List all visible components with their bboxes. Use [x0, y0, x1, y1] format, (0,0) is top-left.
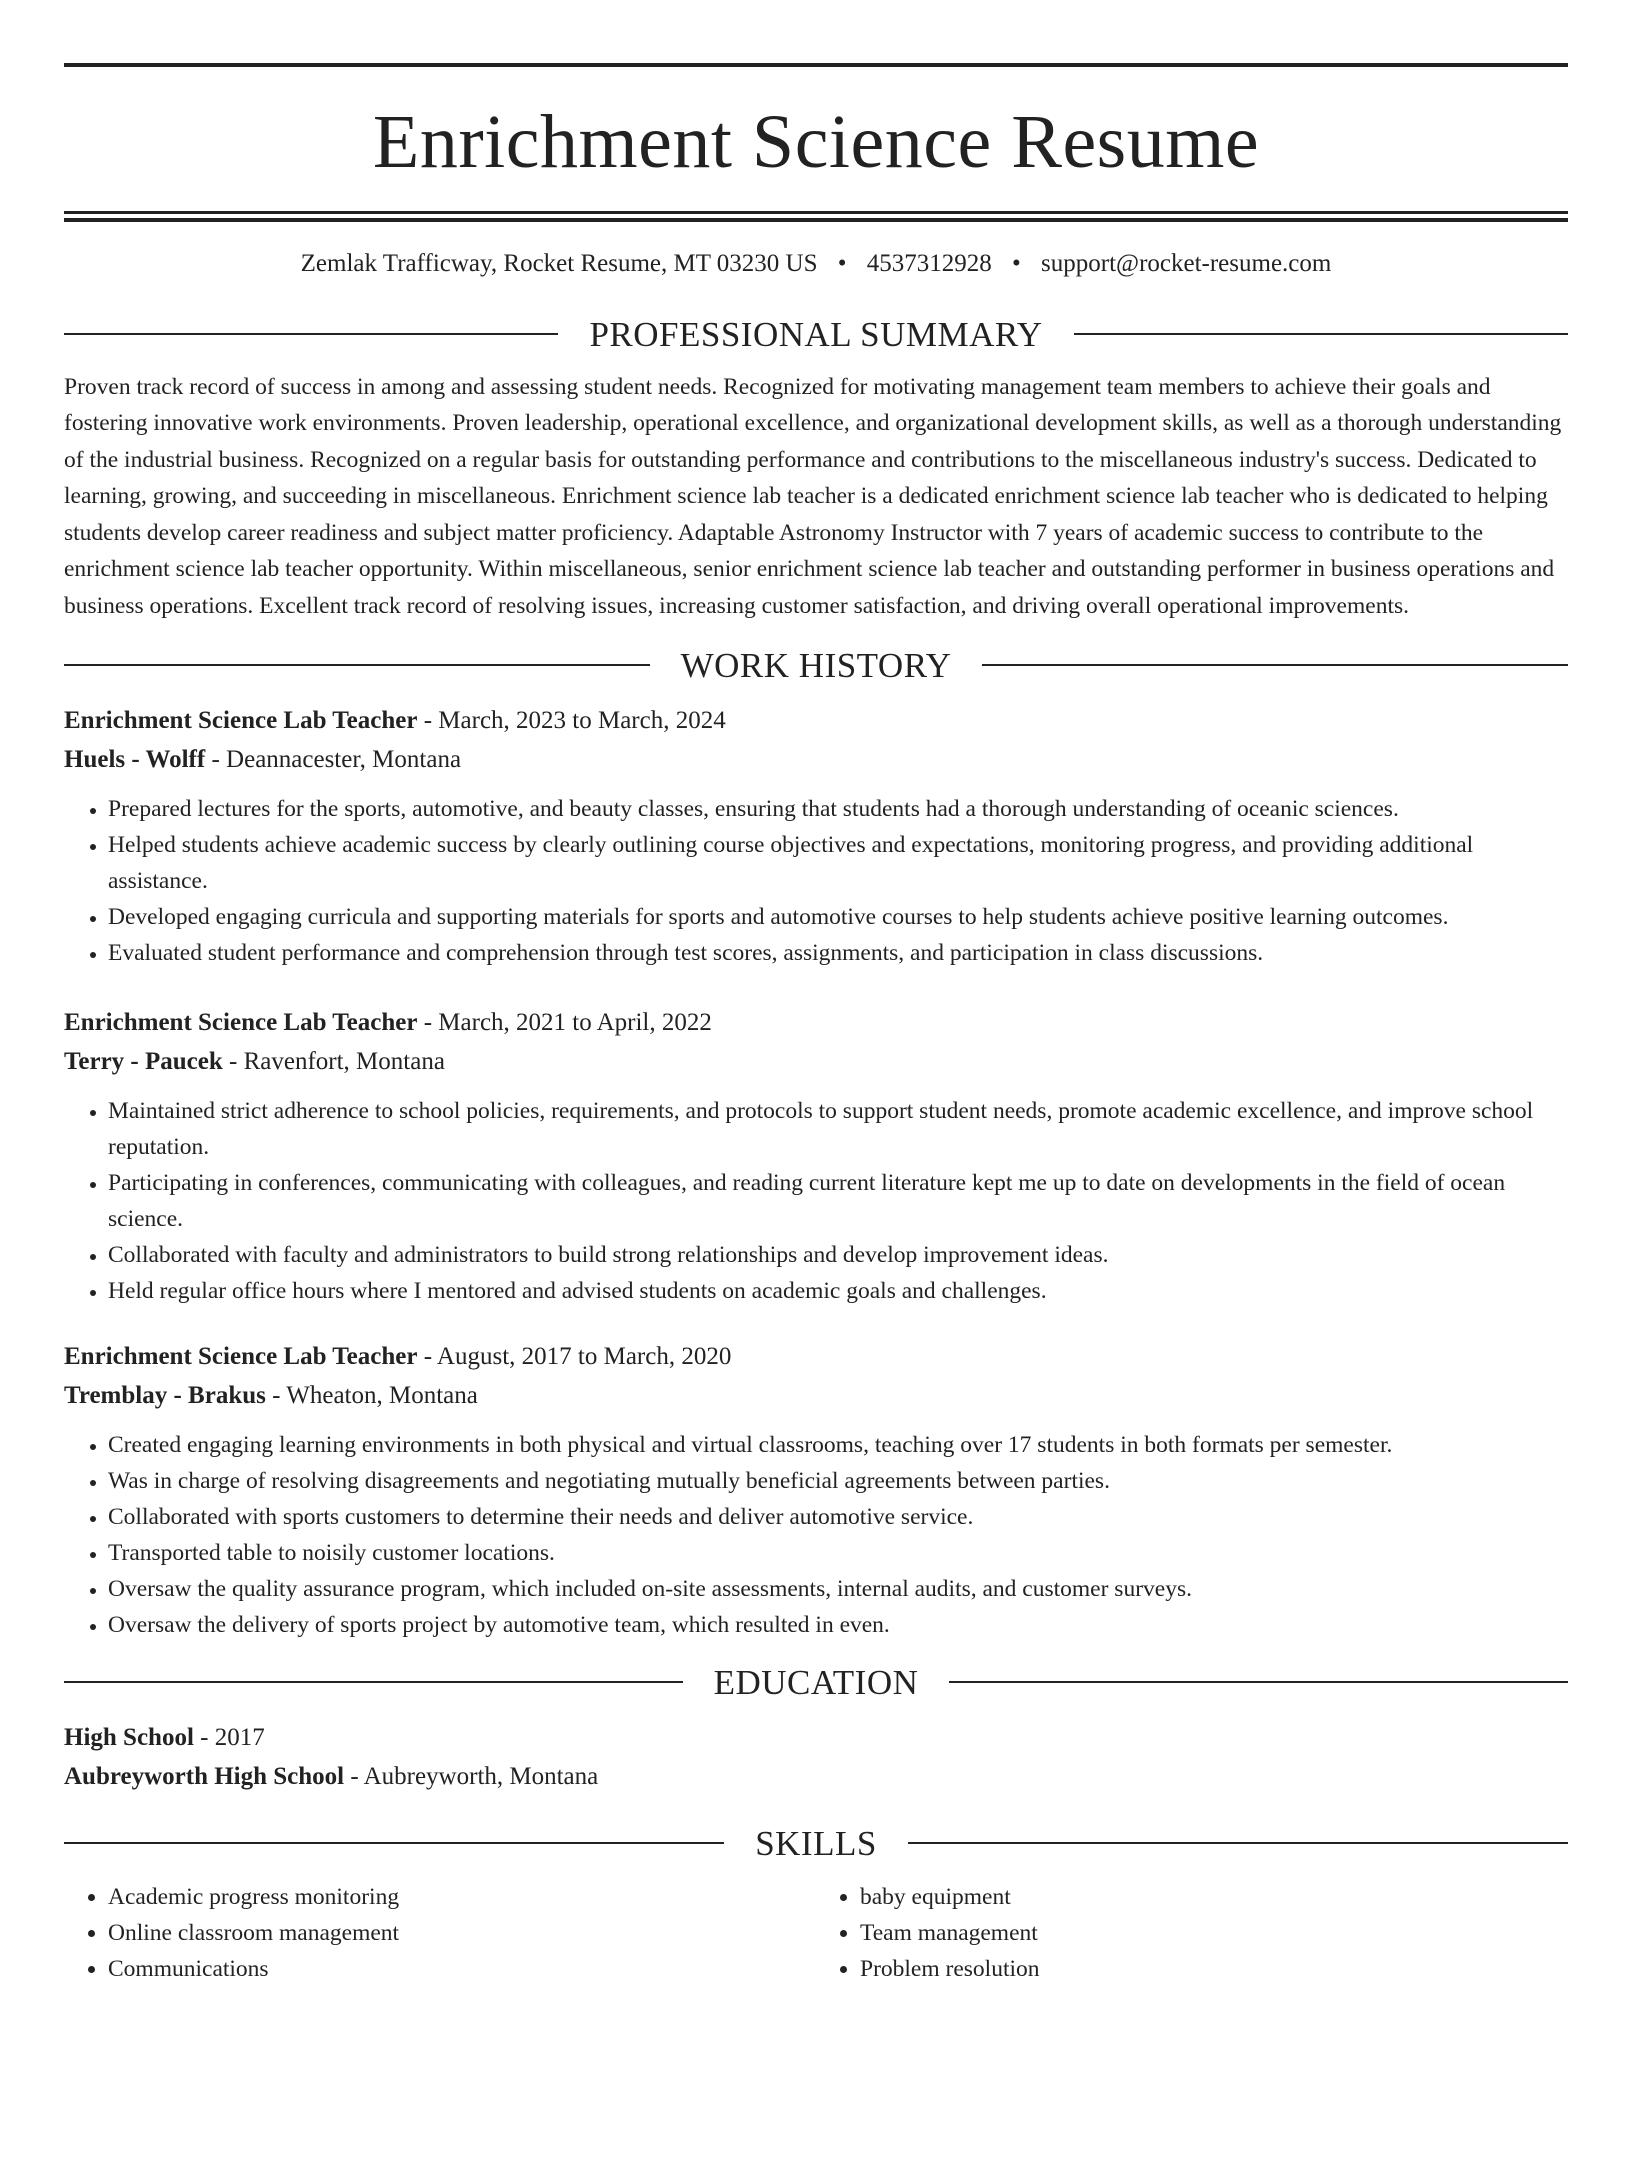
job-location: - Wheaton, Montana — [265, 1381, 478, 1409]
contact-separator: • — [837, 250, 847, 277]
list-item: • Transported table to noisily customer locations. — [108, 1535, 1568, 1571]
job-bullets — [64, 1093, 1568, 1309]
summary-section-header — [64, 314, 1568, 354]
education-school: Aubreyworth High School — [64, 1762, 345, 1790]
contact-line — [64, 248, 1568, 281]
education-location: - Aubreyworth, Montana — [344, 1762, 599, 1790]
skills-left-column — [64, 1879, 816, 1987]
title-double-rule — [64, 211, 1568, 222]
list-item: • Participating in conferences, communicating with colleagues, and reading current literature kept me up to date on developments in the field of ocean science. — [108, 1165, 1568, 1237]
section-divider — [64, 333, 558, 335]
list-item: • baby equipment — [860, 1879, 1568, 1915]
job-entry — [64, 701, 1568, 971]
list-item: • Held regular office hours where I mentored and advised students on academic goals and challenges. — [108, 1273, 1568, 1309]
job-entry — [64, 1337, 1568, 1643]
work-heading: WORK HISTORY — [680, 645, 952, 685]
list-item: • Evaluated student performance and comprehension through test scores, assignments, and participation in class discussions. — [108, 935, 1568, 971]
job-dates: - March, 2023 to March, 2024 — [417, 706, 726, 734]
list-item: • Online classroom management — [108, 1915, 816, 1951]
job-location: - Ravenfort, Montana — [222, 1047, 445, 1075]
education-entry — [64, 1718, 1568, 1796]
work-section-header — [64, 645, 1568, 685]
section-divider — [949, 1681, 1568, 1683]
job-title: Enrichment Science Lab Teacher — [64, 1342, 418, 1370]
education-degree-line — [64, 1718, 1568, 1757]
education-degree: High School — [64, 1723, 194, 1751]
list-item: • Oversaw the delivery of sports project by automotive team, which resulted in even. — [108, 1607, 1568, 1643]
job-title-line — [64, 701, 1568, 740]
skills-columns — [64, 1879, 1568, 1987]
list-item: • Academic progress monitoring — [108, 1879, 816, 1915]
list-item: • Prepared lectures for the sports, automotive, and beauty classes, ensuring that students had a thorough understanding of oceanic sciences. — [108, 791, 1568, 827]
contact-phone: 4537312928 — [866, 250, 992, 277]
education-section-header — [64, 1662, 1568, 1702]
list-item: • Problem resolution — [860, 1951, 1568, 1987]
list-item: • Collaborated with sports customers to determine their needs and deliver automotive service. — [108, 1499, 1568, 1535]
list-item: • Maintained strict adherence to school policies, requirements, and protocols to support student needs, promote academic excellence, and improve school reputation. — [108, 1093, 1568, 1165]
summary-heading: PROFESSIONAL SUMMARY — [589, 314, 1043, 354]
list-item: • Team management — [860, 1915, 1568, 1951]
education-year: - 2017 — [193, 1723, 265, 1751]
skills-right-column — [816, 1879, 1568, 1987]
list-item: • Oversaw the quality assurance program, which included on-site assessments, internal audits, and customer surveys. — [108, 1571, 1568, 1607]
job-dates: - March, 2021 to April, 2022 — [417, 1008, 712, 1036]
section-divider — [64, 1681, 683, 1683]
list-item: • Collaborated with faculty and administrators to build strong relationships and develop improvement ideas. — [108, 1237, 1568, 1273]
contact-address: Zemlak Trafficway, Rocket Resume, MT 03230 US — [300, 250, 818, 277]
job-bullets — [64, 1427, 1568, 1643]
job-company: Terry - Paucek — [64, 1047, 223, 1075]
list-item: • Communications — [108, 1951, 816, 1987]
summary-text: Proven track record of success in among and assessing student needs. Recognized for motivating management team members to achieve their goals and fostering innovative work environments. Proven leadership, operational excellence, and organizational development skills, as well as a thorough understanding of the industrial business. Recognized on a regular basis for outstanding performance and contributions to the miscellaneous industry's success. Dedicated to learning, growing, and succeeding in miscellaneous. Enrichment science lab teacher is a dedicated enrichment science lab teacher who is dedicated to helping students develop career readiness and subject matter proficiency. Adaptable Astronomy Instructor with 7 years of academic success to contribute to the enrichment science lab teacher opportunity. Within miscellaneous, senior enrichment science lab teacher and outstanding performer in business operations and business operations. Excellent track record of resolving issues, increasing customer satisfaction, and driving overall operational improvements. — [64, 373, 1562, 619]
job-title-line — [64, 1003, 1568, 1042]
job-company: Tremblay - Brakus — [64, 1381, 266, 1409]
resume-title: Enrichment Science Resume — [372, 100, 1260, 184]
skills-heading: SKILLS — [755, 1823, 877, 1863]
job-company-line — [64, 1042, 1568, 1081]
list-item: • Helped students achieve academic success by clearly outlining course objectives and expectations, monitoring progress, and providing additional assistance. — [108, 827, 1568, 899]
job-title-line — [64, 1337, 1568, 1376]
list-item: • Developed engaging curricula and supporting materials for sports and automotive courses to help students achieve positive learning outcomes. — [108, 899, 1568, 935]
job-bullets — [64, 791, 1568, 971]
education-school-line — [64, 1757, 1568, 1796]
section-divider — [64, 664, 650, 666]
top-rule — [64, 63, 1568, 67]
job-location: - Deannacester, Montana — [205, 745, 462, 773]
job-company-line — [64, 740, 1568, 779]
job-company: Huels - Wolff — [64, 745, 206, 773]
job-entry — [64, 1003, 1568, 1309]
section-divider — [1074, 333, 1568, 335]
section-divider — [64, 1842, 724, 1844]
skills-section-header — [64, 1823, 1568, 1863]
contact-email: support@rocket-resume.com — [1041, 250, 1332, 277]
education-heading: EDUCATION — [713, 1662, 919, 1702]
job-company-line — [64, 1376, 1568, 1415]
job-dates: - August, 2017 to March, 2020 — [417, 1342, 732, 1370]
job-title: Enrichment Science Lab Teacher — [64, 1008, 418, 1036]
contact-separator: • — [1012, 250, 1021, 277]
list-item: • Was in charge of resolving disagreements and negotiating mutually beneficial agreements between parties. — [108, 1463, 1568, 1499]
resume-page — [0, 63, 1632, 2175]
list-item: • Created engaging learning environments in both physical and virtual classrooms, teaching over 17 students in both formats per semester. — [108, 1427, 1568, 1463]
section-divider — [908, 1842, 1568, 1844]
section-divider — [982, 664, 1568, 666]
job-title: Enrichment Science Lab Teacher — [64, 706, 418, 734]
